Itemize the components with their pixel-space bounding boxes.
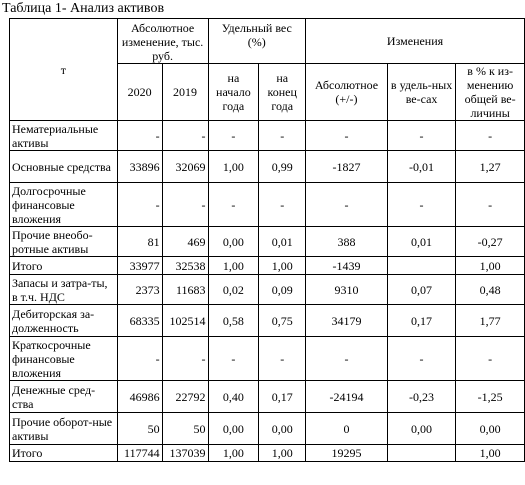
cell-end: 0,17 — [259, 381, 306, 413]
row-name: Итого — [10, 445, 118, 462]
cell-absolute: -1439 — [306, 257, 388, 275]
cell-share: - — [387, 337, 455, 381]
cell-2019: 22792 — [162, 381, 208, 413]
cell-pct: 0,00 — [456, 413, 525, 445]
cell-end: 1,00 — [259, 445, 306, 462]
cell-absolute: -1827 — [306, 151, 388, 183]
cell-share — [387, 445, 455, 462]
row-name: Краткосрочные финансовые вложения — [10, 337, 118, 381]
cell-end: - — [259, 183, 306, 227]
cell-end: 0,75 — [259, 305, 306, 337]
cell-share: 0,01 — [387, 227, 455, 257]
cell-pct: 1,77 — [456, 305, 525, 337]
header-share-group: Удельный вес (%) — [208, 19, 306, 64]
table-row — [10, 305, 525, 337]
cell-2020: 2373 — [117, 275, 162, 305]
cell-pct: 0,48 — [456, 275, 525, 305]
cell-start: 0,58 — [208, 305, 259, 337]
cell-absolute: - — [306, 337, 388, 381]
table-row — [10, 337, 525, 381]
cell-pct: 1,00 — [456, 257, 525, 275]
table-row — [10, 413, 525, 445]
cell-absolute: - — [306, 121, 388, 151]
cell-2020: - — [117, 337, 162, 381]
header-pct-change: в % к из-менению общей ве-личины — [456, 64, 525, 121]
cell-absolute: 0 — [306, 413, 388, 445]
cell-2019: 469 — [162, 227, 208, 257]
cell-start: 1,00 — [208, 151, 259, 183]
cell-pct: -1,25 — [456, 381, 525, 413]
cell-2019: 11683 — [162, 275, 208, 305]
header-absolute-group: Абсолютное изменение, тыс. руб. — [117, 19, 208, 64]
row-name: Нематериальные активы — [10, 121, 118, 151]
cell-start: 1,00 — [208, 257, 259, 275]
cell-end: - — [259, 337, 306, 381]
cell-pct: - — [456, 121, 525, 151]
cell-end: 0,99 — [259, 151, 306, 183]
row-name: Прочие внеобо-ротные активы — [10, 227, 118, 257]
cell-2019: 32538 — [162, 257, 208, 275]
row-name: Денежные сред-ства — [10, 381, 118, 413]
cell-share: 0,17 — [387, 305, 455, 337]
row-name: Долгосрочные финансовые вложения — [10, 183, 118, 227]
cell-share — [387, 257, 455, 275]
cell-share: 0,07 — [387, 275, 455, 305]
cell-2019: - — [162, 183, 208, 227]
cell-pct: - — [456, 337, 525, 381]
cell-start: 1,00 — [208, 445, 259, 462]
cell-share: 0,00 — [387, 413, 455, 445]
table-row — [10, 151, 525, 183]
cell-absolute: 19295 — [306, 445, 388, 462]
cell-2020: - — [117, 183, 162, 227]
cell-2020: 33896 — [117, 151, 162, 183]
cell-share: - — [387, 121, 455, 151]
header-year-2019: 2019 — [162, 64, 208, 121]
row-name: Дебиторская за-долженность — [10, 305, 118, 337]
cell-start: - — [208, 337, 259, 381]
cell-2019: 137039 — [162, 445, 208, 462]
cell-2020: 117744 — [117, 445, 162, 462]
cell-pct: 1,27 — [456, 151, 525, 183]
cell-share: -0,01 — [387, 151, 455, 183]
cell-pct: 1,00 — [456, 445, 525, 462]
table-row — [10, 257, 525, 275]
cell-2020: 68335 — [117, 305, 162, 337]
row-name: Прочие оборот-ные активы — [10, 413, 118, 445]
cell-end: 0,09 — [259, 275, 306, 305]
cell-absolute: 388 — [306, 227, 388, 257]
header-year-2020: 2020 — [117, 64, 162, 121]
table-row — [10, 381, 525, 413]
cell-start: 0,40 — [208, 381, 259, 413]
cell-2019: - — [162, 121, 208, 151]
cell-start: - — [208, 121, 259, 151]
row-name: Запасы и затра-ты, в т.ч. НДС — [10, 275, 118, 305]
cell-share: - — [387, 183, 455, 227]
cell-2019: - — [162, 337, 208, 381]
header-changes-group: Изменения — [306, 19, 525, 64]
cell-absolute: 9310 — [306, 275, 388, 305]
header-absolute: Абсолютное (+/-) — [306, 64, 388, 121]
cell-absolute: 34179 — [306, 305, 388, 337]
cell-2019: 50 — [162, 413, 208, 445]
cell-2020: 46986 — [117, 381, 162, 413]
cell-2019: 32069 — [162, 151, 208, 183]
cell-absolute: -24194 — [306, 381, 388, 413]
row-name: Итого — [10, 257, 118, 275]
cell-pct: -0,27 — [456, 227, 525, 257]
table-caption: Таблица 1- Анализ активов — [2, 1, 165, 16]
cell-2020: - — [117, 121, 162, 151]
cell-absolute: - — [306, 183, 388, 227]
header-in-shares: в удель-ных ве-сах — [387, 64, 455, 121]
asset-analysis-table — [9, 18, 525, 462]
table-row — [10, 183, 525, 227]
cell-end: 0,01 — [259, 227, 306, 257]
row-name: Основные средства — [10, 151, 118, 183]
table-row — [10, 121, 525, 151]
cell-end: - — [259, 121, 306, 151]
header-end-of-year: на конец года — [259, 64, 306, 121]
cell-start: 0,02 — [208, 275, 259, 305]
cell-pct: - — [456, 183, 525, 227]
table-row — [10, 227, 525, 257]
cell-share: -0,23 — [387, 381, 455, 413]
header-name-column: т — [10, 19, 118, 121]
cell-2020: 33977 — [117, 257, 162, 275]
header-start-of-year: на начало года — [208, 64, 259, 121]
cell-start: 0,00 — [208, 227, 259, 257]
cell-start: 0,00 — [208, 413, 259, 445]
cell-end: 1,00 — [259, 257, 306, 275]
table-row — [10, 445, 525, 462]
cell-2019: 102514 — [162, 305, 208, 337]
table-row — [10, 275, 525, 305]
cell-2020: 50 — [117, 413, 162, 445]
cell-start: - — [208, 183, 259, 227]
cell-2020: 81 — [117, 227, 162, 257]
cell-end: 0,00 — [259, 413, 306, 445]
